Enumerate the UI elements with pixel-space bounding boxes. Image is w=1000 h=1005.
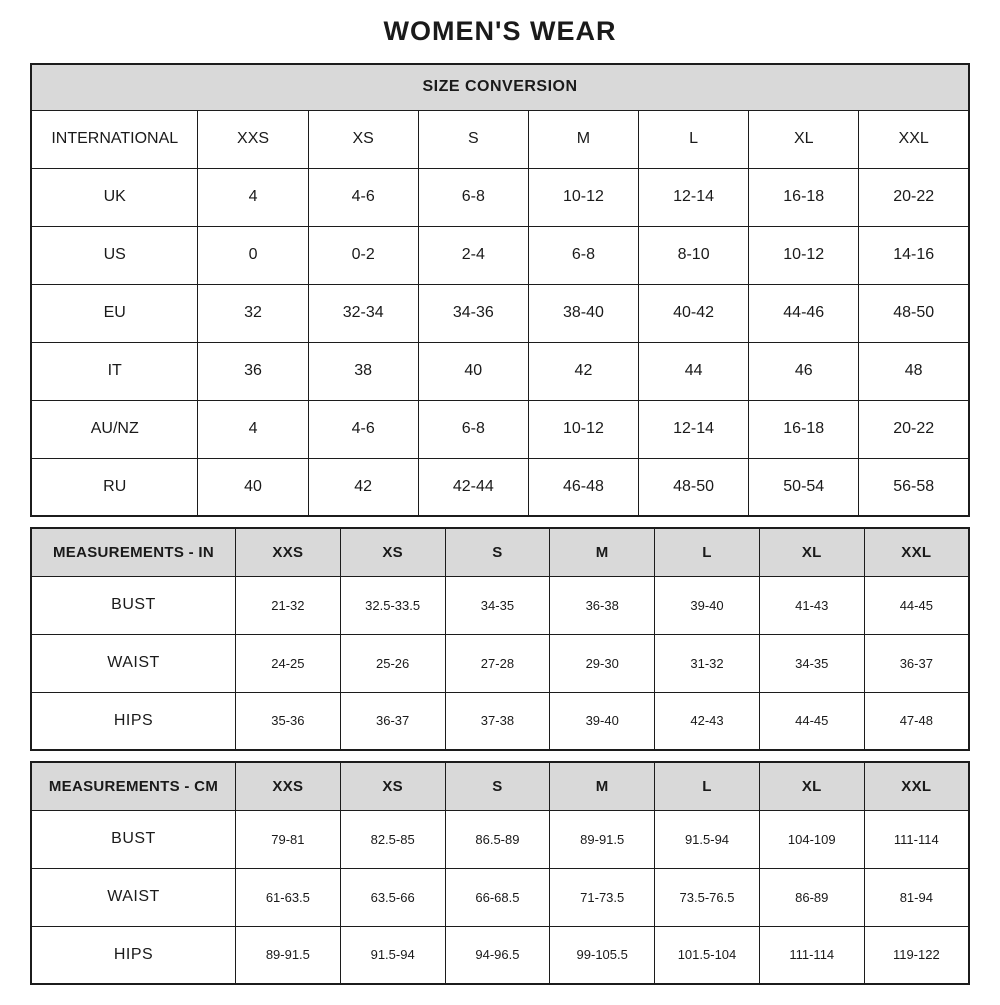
value-cell: 36 <box>198 342 308 400</box>
value-cell: 4-6 <box>308 400 418 458</box>
table-row <box>31 926 969 984</box>
value-cell: 40 <box>418 342 528 400</box>
value-cell: 44-45 <box>864 576 969 634</box>
value-cell: 0-2 <box>308 226 418 284</box>
table-row <box>31 576 969 634</box>
size-conversion-band-title: SIZE CONVERSION <box>31 64 969 110</box>
value-cell: 0 <box>198 226 308 284</box>
value-cell: 38 <box>308 342 418 400</box>
value-cell: 10-12 <box>528 400 638 458</box>
value-cell: 111-114 <box>759 926 864 984</box>
value-cell: 48 <box>859 342 969 400</box>
value-cell: 12-14 <box>639 168 749 226</box>
value-cell: 91.5-94 <box>655 810 760 868</box>
value-cell: 6-8 <box>528 226 638 284</box>
value-cell: 31-32 <box>655 634 760 692</box>
column-header-cell: M <box>550 528 655 576</box>
column-header-cell: L <box>655 762 760 810</box>
value-cell: 44-46 <box>749 284 859 342</box>
column-header-row <box>31 528 969 576</box>
value-cell: 46-48 <box>528 458 638 516</box>
value-cell: 32 <box>198 284 308 342</box>
value-cell: 48-50 <box>639 458 749 516</box>
value-cell: 34-35 <box>445 576 550 634</box>
column-header-cell: L <box>655 528 760 576</box>
value-cell: 89-91.5 <box>550 810 655 868</box>
row-label-cell: US <box>31 226 198 284</box>
value-cell: 29-30 <box>550 634 655 692</box>
value-cell: 32-34 <box>308 284 418 342</box>
value-cell: 99-105.5 <box>550 926 655 984</box>
value-cell: 25-26 <box>340 634 445 692</box>
column-header-cell: XXS <box>235 762 340 810</box>
column-header-cell: XS <box>308 110 418 168</box>
row-label-cell: AU/NZ <box>31 400 198 458</box>
row-label-cell: BUST <box>31 810 235 868</box>
value-cell: 4-6 <box>308 168 418 226</box>
value-cell: 48-50 <box>859 284 969 342</box>
value-cell: 32.5-33.5 <box>340 576 445 634</box>
column-header-cell: XXS <box>198 110 308 168</box>
value-cell: 61-63.5 <box>235 868 340 926</box>
table-row <box>31 342 969 400</box>
value-cell: 86.5-89 <box>445 810 550 868</box>
value-cell: 39-40 <box>655 576 760 634</box>
value-cell: 42-43 <box>655 692 760 750</box>
value-cell: 10-12 <box>749 226 859 284</box>
value-cell: 4 <box>198 400 308 458</box>
row-label-cell: HIPS <box>31 692 235 750</box>
value-cell: 71-73.5 <box>550 868 655 926</box>
value-cell: 79-81 <box>235 810 340 868</box>
value-cell: 10-12 <box>528 168 638 226</box>
value-cell: 21-32 <box>235 576 340 634</box>
value-cell: 16-18 <box>749 400 859 458</box>
table-row <box>31 634 969 692</box>
value-cell: 41-43 <box>759 576 864 634</box>
value-cell: 12-14 <box>639 400 749 458</box>
value-cell: 42 <box>308 458 418 516</box>
column-header-cell: M <box>528 110 638 168</box>
row-label-cell: WAIST <box>31 634 235 692</box>
measurements-cm-table <box>30 761 970 985</box>
page-title: WOMEN'S WEAR <box>383 16 617 46</box>
row-label-cell: IT <box>31 342 198 400</box>
value-cell: 94-96.5 <box>445 926 550 984</box>
column-header-cell: L <box>639 110 749 168</box>
value-cell: 6-8 <box>418 168 528 226</box>
value-cell: 38-40 <box>528 284 638 342</box>
row-label-cell: RU <box>31 458 198 516</box>
table-row <box>31 168 969 226</box>
table-band-row <box>31 64 969 110</box>
value-cell: 44 <box>639 342 749 400</box>
row-label-cell: HIPS <box>31 926 235 984</box>
value-cell: 35-36 <box>235 692 340 750</box>
row-label-cell: UK <box>31 168 198 226</box>
value-cell: 82.5-85 <box>340 810 445 868</box>
value-cell: 63.5-66 <box>340 868 445 926</box>
value-cell: 8-10 <box>639 226 749 284</box>
column-header-cell: XL <box>749 110 859 168</box>
column-header-cell: INTERNATIONAL <box>31 110 198 168</box>
row-label-cell: BUST <box>31 576 235 634</box>
value-cell: 16-18 <box>749 168 859 226</box>
column-header-cell: XS <box>340 528 445 576</box>
column-header-cell: XL <box>759 762 864 810</box>
value-cell: 34-36 <box>418 284 528 342</box>
value-cell: 42-44 <box>418 458 528 516</box>
value-cell: 20-22 <box>859 400 969 458</box>
table-row <box>31 810 969 868</box>
table-row <box>31 868 969 926</box>
value-cell: 73.5-76.5 <box>655 868 760 926</box>
column-header-cell: XL <box>759 528 864 576</box>
column-header-row <box>31 110 969 168</box>
value-cell: 81-94 <box>864 868 969 926</box>
value-cell: 66-68.5 <box>445 868 550 926</box>
table-row <box>31 226 969 284</box>
value-cell: 36-37 <box>864 634 969 692</box>
value-cell: 34-35 <box>759 634 864 692</box>
value-cell: 42 <box>528 342 638 400</box>
value-cell: 40 <box>198 458 308 516</box>
value-cell: 91.5-94 <box>340 926 445 984</box>
value-cell: 6-8 <box>418 400 528 458</box>
column-header-cell: MEASUREMENTS - CM <box>31 762 235 810</box>
column-header-cell: XS <box>340 762 445 810</box>
column-header-cell: XXL <box>864 528 969 576</box>
value-cell: 89-91.5 <box>235 926 340 984</box>
table-row <box>31 400 969 458</box>
column-header-row <box>31 762 969 810</box>
value-cell: 104-109 <box>759 810 864 868</box>
table-row <box>31 284 969 342</box>
table-row <box>31 692 969 750</box>
row-label-cell: EU <box>31 284 198 342</box>
value-cell: 56-58 <box>859 458 969 516</box>
value-cell: 46 <box>749 342 859 400</box>
value-cell: 86-89 <box>759 868 864 926</box>
column-header-cell: S <box>418 110 528 168</box>
measurements-in-table <box>30 527 970 751</box>
value-cell: 20-22 <box>859 168 969 226</box>
column-header-cell: MEASUREMENTS - IN <box>31 528 235 576</box>
value-cell: 40-42 <box>639 284 749 342</box>
value-cell: 24-25 <box>235 634 340 692</box>
value-cell: 47-48 <box>864 692 969 750</box>
value-cell: 36-38 <box>550 576 655 634</box>
column-header-cell: XXS <box>235 528 340 576</box>
value-cell: 50-54 <box>749 458 859 516</box>
value-cell: 4 <box>198 168 308 226</box>
column-header-cell: S <box>445 762 550 810</box>
column-header-cell: XXL <box>864 762 969 810</box>
value-cell: 39-40 <box>550 692 655 750</box>
table-row <box>31 458 969 516</box>
column-header-cell: M <box>550 762 655 810</box>
value-cell: 101.5-104 <box>655 926 760 984</box>
column-header-cell: XXL <box>859 110 969 168</box>
size-conversion-table <box>30 63 970 517</box>
row-label-cell: WAIST <box>31 868 235 926</box>
column-header-cell: S <box>445 528 550 576</box>
value-cell: 36-37 <box>340 692 445 750</box>
value-cell: 27-28 <box>445 634 550 692</box>
value-cell: 37-38 <box>445 692 550 750</box>
value-cell: 44-45 <box>759 692 864 750</box>
value-cell: 2-4 <box>418 226 528 284</box>
value-cell: 111-114 <box>864 810 969 868</box>
value-cell: 119-122 <box>864 926 969 984</box>
value-cell: 14-16 <box>859 226 969 284</box>
